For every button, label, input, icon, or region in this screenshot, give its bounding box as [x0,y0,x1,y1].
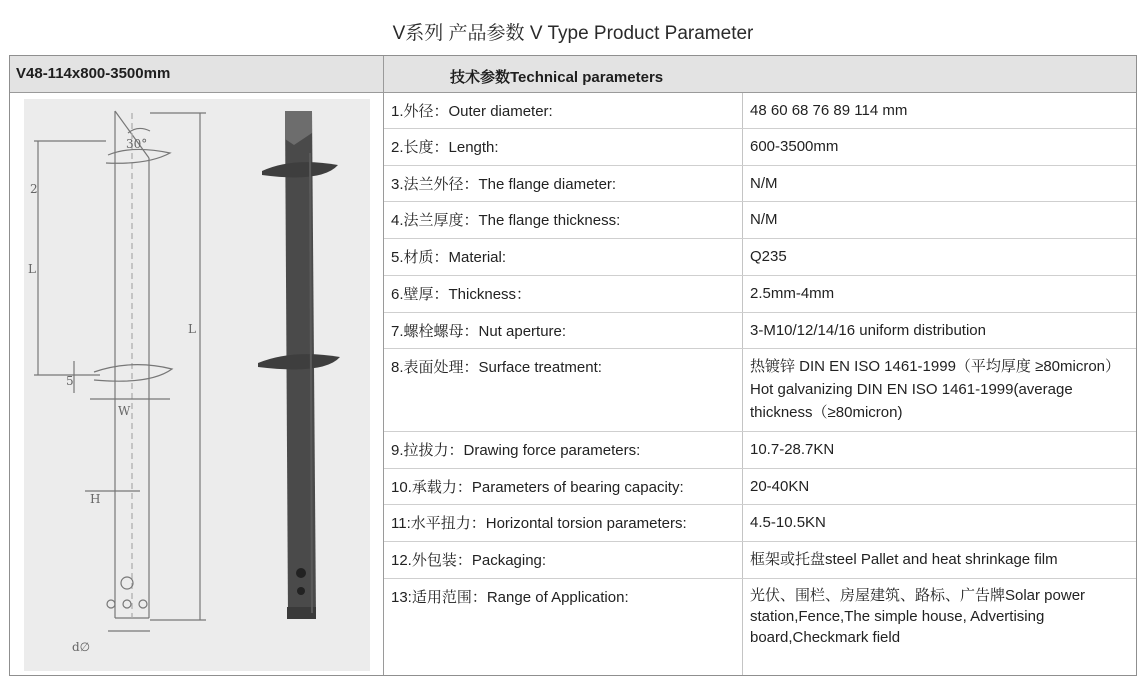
spec-value: 4.5-10.5KN [750,514,826,531]
spec-row [384,469,1136,505]
svg-text:W: W [118,404,131,418]
spec-row [384,349,1136,432]
spec-row [384,129,1136,166]
spec-label: 6.壁厚：Thickness： [391,286,532,303]
spec-label: 8.表面处理：Surface treatment: [391,359,602,376]
svg-text:H: H [90,492,101,506]
drawing-background [24,99,370,671]
spec-label: 1.外径：Outer diameter: [391,103,553,120]
spec-label: 7.螺栓螺母：Nut aperture: [391,323,567,340]
spec-value: 3-M10/12/14/16 uniform distribution [750,322,986,339]
spec-label: 3.法兰外径：The flange diameter: [391,176,617,193]
spec-row [384,579,1136,675]
spec-value: 2.5mm-4mm [750,285,835,302]
spec-label: 12.外包装：Packaging: [391,552,547,569]
product-drawing [10,93,383,675]
spec-row [384,239,1136,276]
spec-value: 10.7-28.7KN [750,441,835,458]
spec-value: 光伏、围栏、房屋建筑、路标、广告牌Solar power station,Fence,The simple house, Advertising board,Checkmark field [750,587,1086,646]
spec-value: N/M [750,211,778,228]
spec-value: 热镀锌 DIN EN ISO 1461-1999（平均厚度 ≥80micron）Hot galvanizing DIN EN ISO 1461-1999(average thickness（≥80micron) [750,358,1121,421]
spec-value: 20-40KN [750,478,810,495]
spec-label: 4.法兰厚度：The flange thickness: [391,212,621,229]
spec-row [384,542,1136,579]
spec-row [384,432,1136,469]
spec-row [384,276,1136,313]
spec-row [384,166,1136,202]
rendered-bolt-hole [296,568,306,578]
parameter-table [9,55,1137,676]
spec-value: 48 60 68 76 89 114 mm [750,102,908,119]
svg-text:L: L [28,262,36,276]
spec-value: 600-3500mm [750,138,839,155]
svg-text:5: 5 [66,374,74,388]
technical-heading: 技术参数Technical parameters [450,69,664,86]
model-heading: V48-114x800-3500mm [16,65,171,82]
table-header [10,56,1136,93]
spec-label: 2.长度：Length: [391,139,499,156]
spec-label: 10.承载力：Parameters of bearing capacity: [391,479,684,496]
spec-label: 11:水平扭力：Horizontal torsion parameters: [391,515,687,532]
spec-label: 13:适用范围：Range of Application: [391,589,629,606]
svg-text:L: L [188,322,196,336]
spec-label: 9.拉拔力：Drawing force parameters: [391,442,641,459]
spec-value: Q235 [750,248,787,265]
spec-value: N/M [750,175,778,192]
spec-value: 框架或托盘steel Pallet and heat shrinkage film [750,551,1058,568]
svg-text:d∅: d∅ [72,640,91,654]
svg-text:30°: 30° [126,137,148,151]
spec-row [384,202,1136,239]
spec-row [384,93,1136,129]
spec-row [384,313,1136,349]
ground-screw-drawing [10,93,383,675]
spec-row [384,505,1136,542]
spec-label: 5.材质：Material: [391,249,507,266]
page-title: V系列 产品参数 V Type Product Parameter [392,23,754,44]
svg-text:2: 2 [30,182,38,196]
